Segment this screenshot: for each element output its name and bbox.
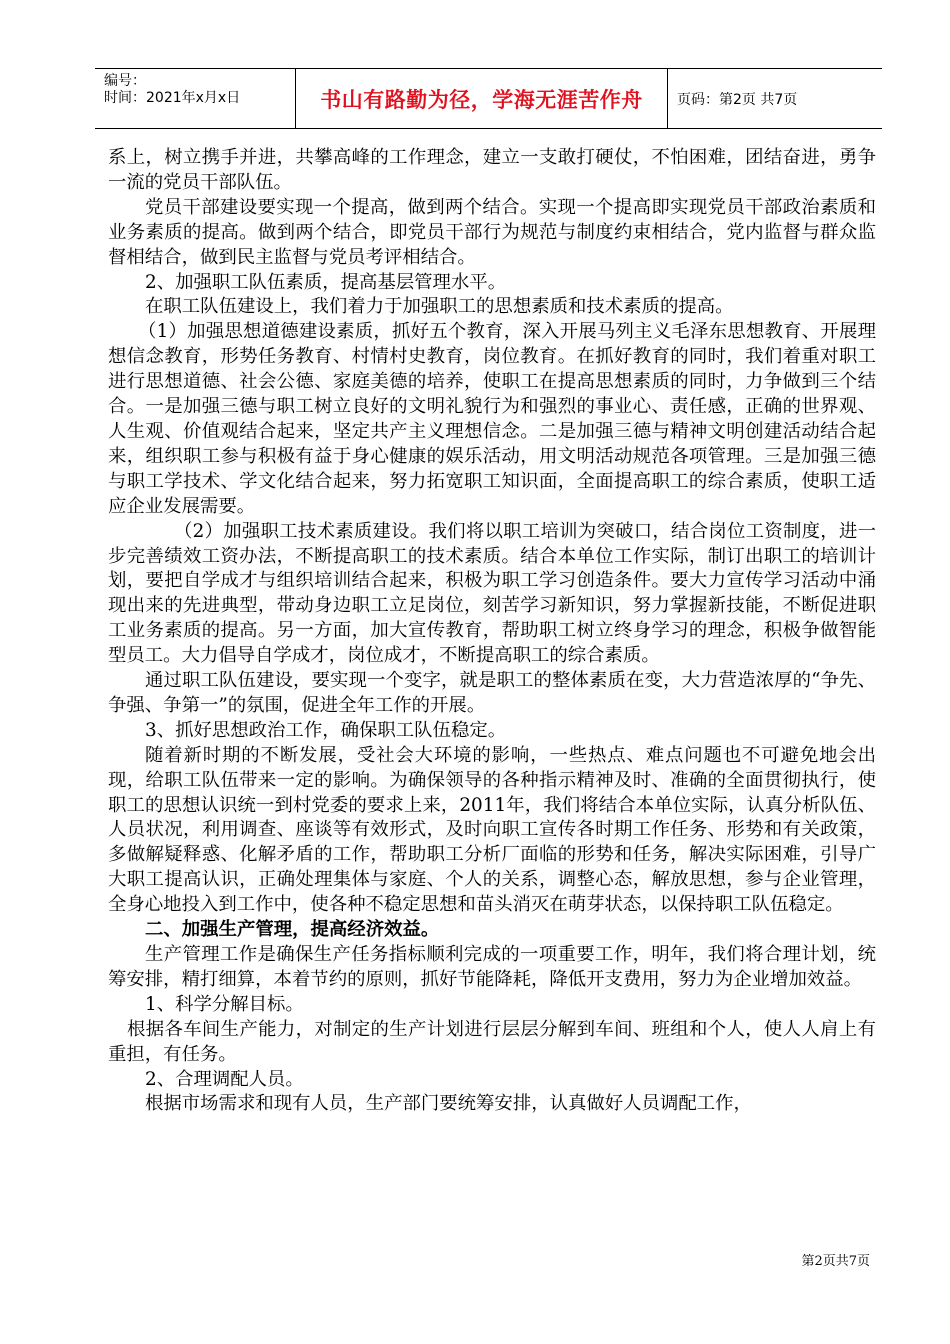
document-number-label: 编号： [104, 73, 146, 89]
body-paragraph: 党员干部建设要实现一个提高，做到两个结合。实现一个提高即实现党员干部政治素质和业务素质的提高。做到两个结合，即党员干部行为规范与制度约束相结合，党内监督与群众监督相结合，做到民主监督与党员考评相结合。 [108, 196, 876, 268]
header-motto: 书山有路勤为径，学海无涯苦作舟 [295, 69, 668, 128]
section-heading: 2、加强职工队伍素质，提高基层管理水平。 [145, 271, 507, 293]
section-heading: 3、抓好思想政治工作，确保职工队伍稳定。 [145, 719, 507, 741]
body-paragraph: 随着新时期的不断发展，受社会大环境的影响，一些热点、难点问题也不可避免地会出现，给职工队伍带来一定的影响。为确保领导的各种指示精神及时、准确的全面贯彻执行，使职工的思想认识统一到村党委的要求上来，2011年，我们将结合本单位实际，认真分析队伍、人员状况，利用调查、座谈等有效形式，及时向职工宣传各时期工作任务、形势和有关政策，多做解疑释惑、化解矛盾的工作，帮助职工分析厂面临的形势和任务，解决实际困难，引导广大职工提高认识，正确处理集体与家庭、个人的关系，调整心态，解放思想，参与企业管理，全身心地投入到工作中，使各种不稳定思想和苗头消灭在萌芽状态，以保持职工队伍稳定。 [108, 744, 876, 916]
body-paragraph: 在职工队伍建设上，我们着力于加强职工的思想素质和技术素质的提高。 [145, 296, 734, 318]
page-footer: 第2页共7页 [801, 1254, 870, 1269]
body-paragraph: （1）加强思想道德建设素质，抓好五个教育，深入开展马列主义毛泽东思想教育、开展理想信念教育，形势任务教育、村情村史教育，岗位教育。在抓好教育的同时，我们着重对职工进行思想道德、社会公德、家庭美德的培养，使职工在提高思想素质的同时，力争做到三个结合。一是加强三德与职工树立良好的文明礼貌行为和强烈的事业心、责任感，正确的世界观、人生观、价值观结合起来，坚定共产主义理想信念。二是加强三德与精神文明创建活动结合起来，组织职工参与积极有益于身心健康的娱乐活动，用文明活动规范各项管理。三是加强三德与职工学技术、学文化结合起来，努力拓宽职工知识面，全面提高职工的综合素质，使职工适应企业发展需要。 [108, 321, 876, 517]
header-page-info: 页码：第2页 共7页 [677, 91, 798, 108]
body-paragraph: （2）加强职工技术素质建设。我们将以职工培训为突破口，结合岗位工资制度，进一步完善绩效工资办法，不断提高职工的技术素质。结合本单位工作实际，制订出职工的培训计划，要把自学成才与组织培训结合起来，积极为职工学习创造条件。要大力宣传学习活动中涌现出来的先进典型，带动身边职工立足岗位，刻苦学习新知识，努力掌握新技能，不断促进职工业务素质的提高。另一方面，加大宣传教育，帮助职工树立终身学习的理念，积极争做智能型员工。大力倡导自学成才，岗位成才，不断提高职工的综合素质。 [108, 520, 876, 667]
page-header [95, 68, 882, 129]
section-heading: 1、科学分解目标。 [145, 993, 304, 1015]
document-time-label: 时间：2021年x月x日 [104, 90, 241, 106]
section-heading: 2、合理调配人员。 [145, 1068, 304, 1090]
body-paragraph: 系上，树立携手并进，共攀高峰的工作理念，建立一支敢打硬仗，不怕困难，团结奋进，勇争一流的党员干部队伍。 [108, 147, 876, 193]
document-body [108, 146, 876, 1117]
body-paragraph: 根据各车间生产能力，对制定的生产计划进行层层分解到车间、班组和个人，使人人肩上有重担，有任务。 [108, 1018, 876, 1065]
chapter-heading: 二、加强生产管理，提高经济效益。 [145, 919, 440, 941]
header-meta [95, 69, 295, 128]
body-paragraph: 生产管理工作是确保生产任务指标顺利完成的一项重要工作，明年，我们将合理计划，统筹安排，精打细算，本着节约的原则，抓好节能降耗，降低开支费用，努力为企业增加效益。 [108, 944, 876, 990]
body-paragraph: 根据市场需求和现有人员，生产部门要统筹安排，认真做好人员调配工作， [145, 1093, 752, 1115]
body-paragraph: 通过职工队伍建设，要实现一个变字，就是职工的整体素质在变，大力营造浓厚的“争先、争强、争第一”的氛围，促进全年工作的开展。 [108, 670, 876, 716]
